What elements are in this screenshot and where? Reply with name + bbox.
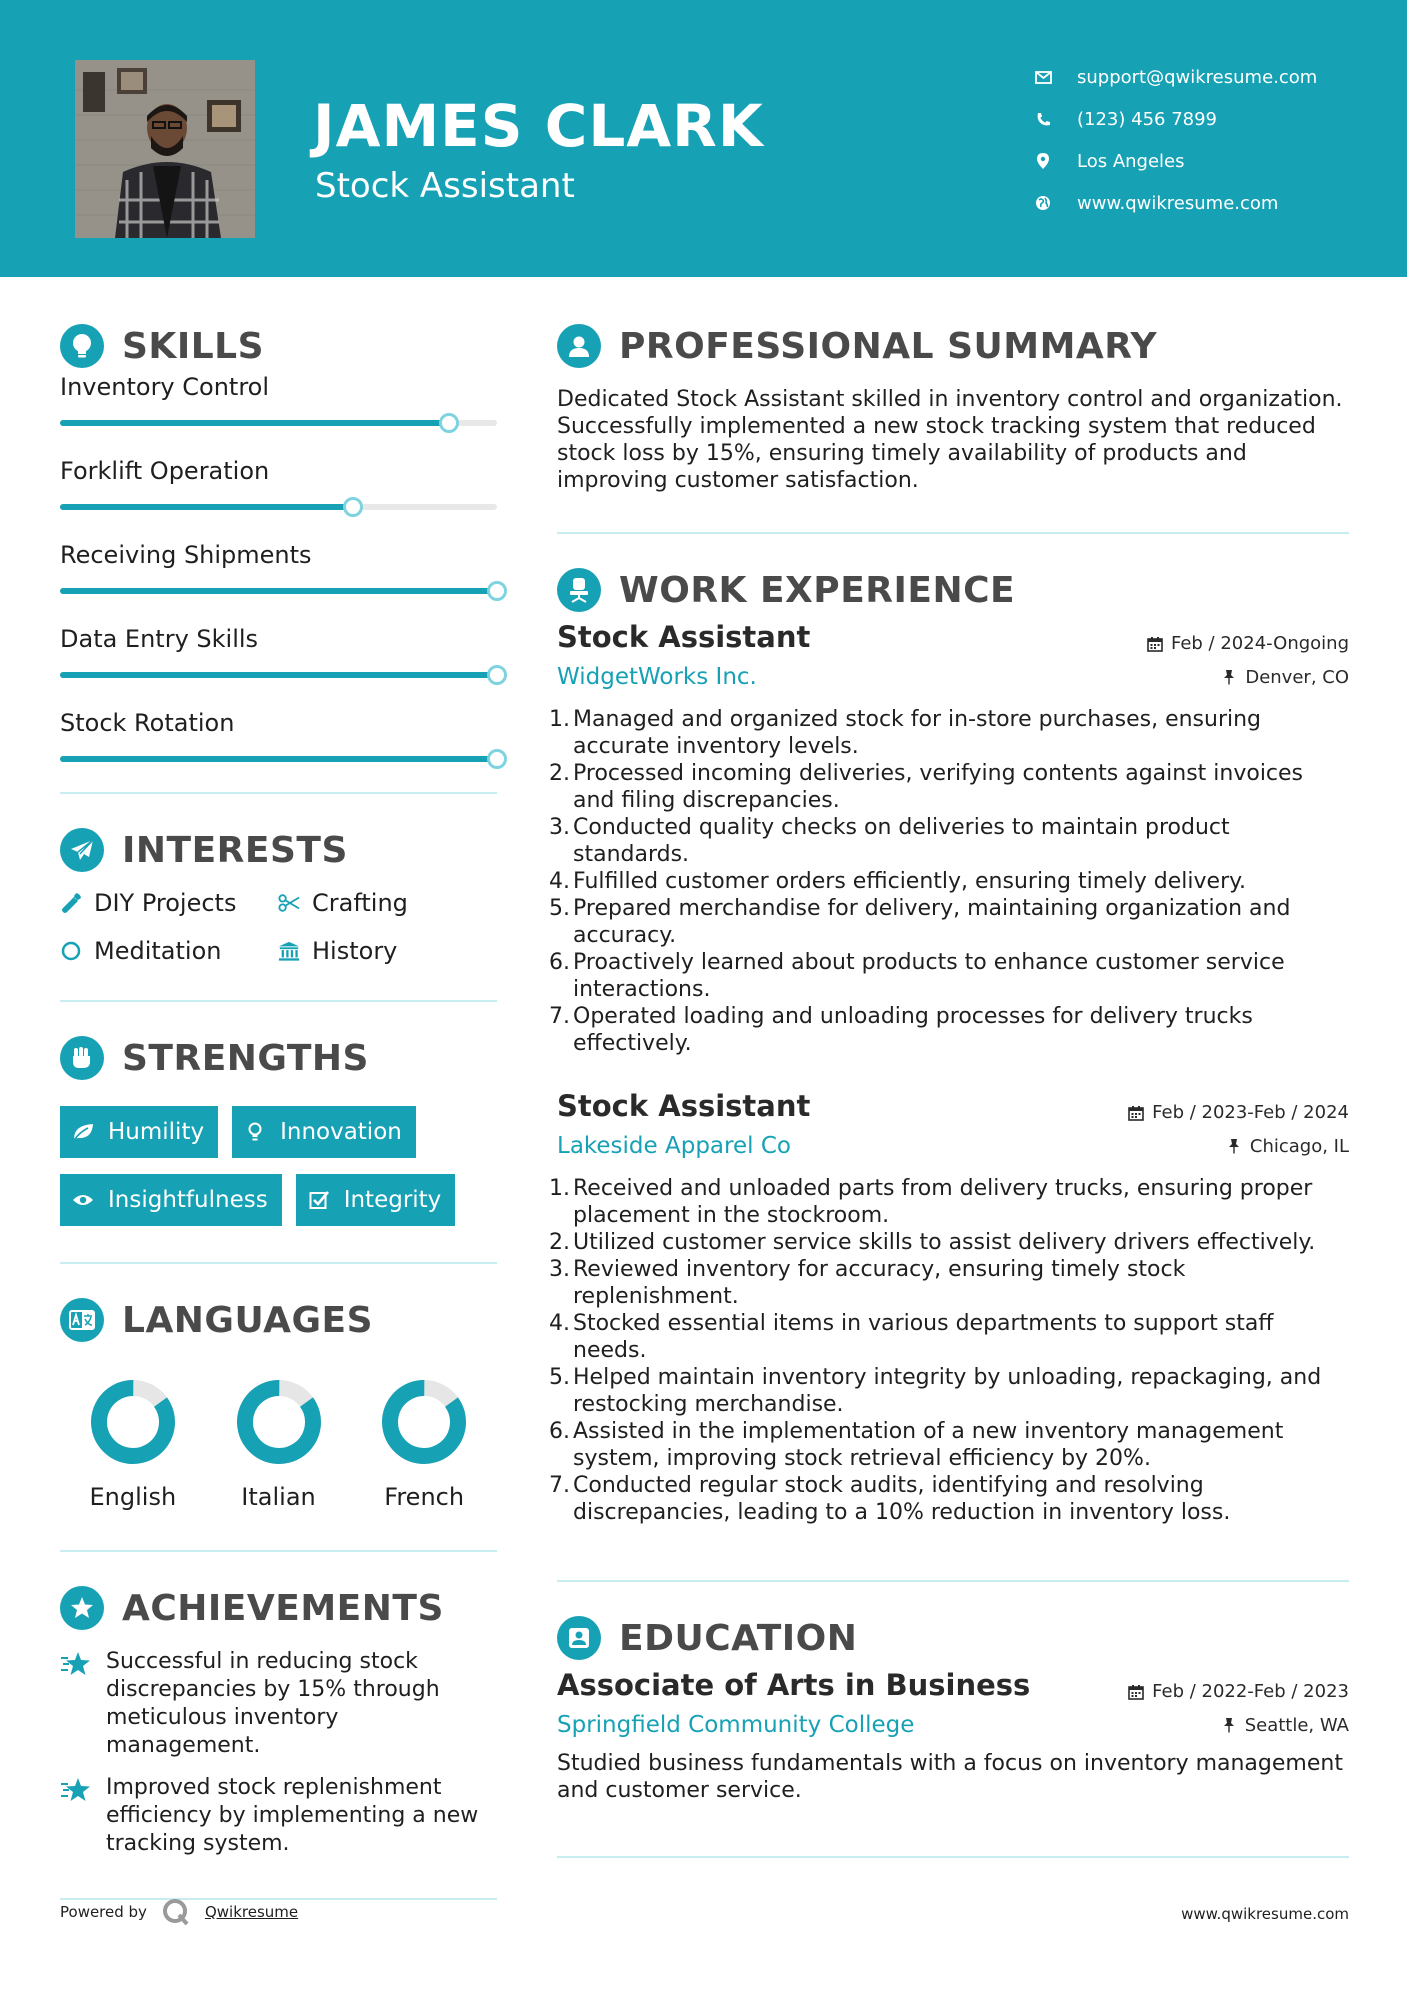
duty-item [549, 1364, 1349, 1418]
candidate-title: Stock Assistant [315, 166, 575, 206]
education-description: Studied business fundamentals with a focus on inventory management and customer service. [557, 1751, 1343, 1803]
contact-list [1033, 56, 1317, 224]
duty-item [549, 1256, 1349, 1310]
phone-icon [1033, 109, 1053, 129]
summary-section [557, 320, 1349, 494]
job-dates-text: Feb / 2024-Ongoing [1170, 633, 1349, 654]
duty-item [549, 949, 1349, 1003]
interest-label: Meditation [94, 937, 222, 965]
interest-label: History [312, 937, 398, 965]
leaf-icon [72, 1121, 94, 1143]
skill-bar [60, 756, 497, 762]
section-divider [60, 792, 497, 794]
contact-location-text: Los Angeles [1077, 150, 1185, 172]
skill-bar-fill [60, 756, 497, 762]
job-dates [1128, 1102, 1349, 1123]
duty-item [549, 1003, 1349, 1057]
language-donut [378, 1376, 470, 1468]
interests-heading [60, 824, 497, 876]
skill-bar-fill [60, 504, 353, 510]
duty-number: 1. [549, 707, 570, 732]
paper-plane-icon [60, 828, 104, 872]
job-location-text: Denver, CO [1245, 666, 1349, 688]
strength-badge [232, 1106, 416, 1158]
interest-item [60, 936, 278, 966]
skill-name: Stock Rotation [60, 709, 235, 737]
languages-title: LANGUAGES [122, 1299, 374, 1341]
interest-label: DIY Projects [94, 889, 237, 917]
skill-item [60, 456, 497, 510]
strength-badge [60, 1174, 282, 1226]
strength-label: Integrity [343, 1187, 442, 1213]
duty-text: Conducted regular stock audits, identifying and resolving discrepancies, leading to a 10% reduction in inventory loss. [573, 1473, 1231, 1525]
duty-text: Prepared merchandise for delivery, maintaining organization and accuracy. [573, 896, 1291, 948]
skill-bar [60, 588, 497, 594]
resume-header [0, 0, 1407, 277]
interests-title: INTERESTS [122, 829, 348, 871]
duty-item [549, 1175, 1349, 1229]
languages-heading [60, 1294, 497, 1346]
skill-item [60, 540, 497, 594]
duty-number: 3. [549, 1257, 570, 1282]
job-title: Stock Assistant [557, 1089, 811, 1123]
left-column [60, 320, 497, 1900]
duty-number: 6. [549, 1419, 570, 1444]
language-name: Italian [241, 1483, 316, 1511]
job-location [1221, 667, 1349, 688]
duty-number: 7. [549, 1473, 570, 1498]
skill-bar-knob [343, 497, 363, 517]
experience-heading [557, 564, 1349, 616]
duty-item [549, 1310, 1349, 1364]
skills-title: SKILLS [122, 325, 265, 367]
skill-bar-knob [487, 665, 507, 685]
calendar-icon [1147, 636, 1163, 652]
qwikresume-link[interactable]: Qwikresume [204, 1903, 299, 1921]
duty-text: Stocked essential items in various departments to support staff needs. [573, 1311, 1274, 1363]
achievement-text: Improved stock replenishment efficiency by implementing a new tracking system. [106, 1775, 479, 1856]
interest-item [60, 888, 278, 918]
education-header [557, 1668, 1349, 1702]
pushpin-icon [1221, 669, 1237, 685]
interest-item [278, 888, 497, 918]
job-duties [549, 706, 1349, 1057]
job-title: Stock Assistant [557, 620, 811, 654]
achievements-section [60, 1582, 497, 1858]
star-badge-icon [60, 1586, 104, 1630]
duty-text: Utilized customer service skills to assist delivery drivers effectively. [573, 1230, 1316, 1255]
duty-number: 4. [549, 1311, 570, 1336]
experience-title: WORK EXPERIENCE [619, 569, 1016, 611]
duty-text: Received and unloaded parts from delivery trucks, ensuring proper placement in the stockroom. [573, 1176, 1313, 1228]
duty-item [549, 1472, 1349, 1526]
languages-list [60, 1376, 497, 1512]
skill-name: Data Entry Skills [60, 625, 259, 653]
job-company: Lakeside Apparel Co [557, 1133, 791, 1159]
duty-number: 6. [549, 950, 570, 975]
skill-name: Inventory Control [60, 373, 270, 401]
language-donut [87, 1376, 179, 1468]
skill-item [60, 708, 497, 762]
contact-email[interactable] [1033, 56, 1317, 98]
circle-icon [60, 940, 82, 962]
achievements-heading [60, 1582, 497, 1634]
languages-section [60, 1294, 497, 1512]
calendar-icon [1128, 1105, 1144, 1121]
strength-badge [296, 1174, 456, 1226]
mail-icon [1033, 67, 1053, 87]
strengths-title: STRENGTHS [122, 1037, 369, 1079]
section-divider [60, 1550, 497, 1552]
skills-heading [60, 320, 497, 372]
strength-label: Humility [108, 1119, 205, 1145]
achievements-title: ACHIEVEMENTS [122, 1587, 444, 1629]
powered-by-text: Powered by [60, 1903, 147, 1921]
museum-icon [278, 940, 300, 962]
job-dates-text: Feb / 2023-Feb / 2024 [1152, 1102, 1349, 1123]
strengths-heading [60, 1032, 497, 1084]
globe-icon [1033, 193, 1053, 213]
contact-phone[interactable] [1033, 98, 1317, 140]
skill-bar-knob [439, 413, 459, 433]
duty-text: Proactively learned about products to enhance customer service interactions. [573, 950, 1285, 1002]
section-divider [557, 532, 1349, 534]
job-header [557, 620, 1349, 654]
qwikresume-logo-icon [161, 1897, 191, 1927]
eye-icon [72, 1189, 94, 1211]
duty-item [549, 895, 1349, 949]
duty-text: Helped maintain inventory integrity by unloading, repackaging, and restocking merchandise. [573, 1365, 1322, 1417]
experience-section [549, 564, 1349, 1526]
duty-text: Reviewed inventory for accuracy, ensuring timely stock replenishment. [573, 1257, 1186, 1309]
section-divider [60, 1262, 497, 1264]
skill-name: Receiving Shipments [60, 541, 312, 569]
duty-item [549, 1229, 1349, 1256]
strength-label: Insightfulness [108, 1187, 268, 1213]
section-divider [60, 1000, 497, 1002]
star-icon [60, 1650, 92, 1678]
duty-number: 1. [549, 1176, 570, 1201]
duty-text: Conducted quality checks on deliveries to maintain product standards. [573, 815, 1230, 867]
strength-label: Innovation [280, 1119, 402, 1145]
skill-bar [60, 504, 497, 510]
contact-website-text: www.qwikresume.com [1077, 192, 1279, 214]
school-name: Springfield Community College [557, 1712, 915, 1738]
skill-bar-fill [60, 588, 497, 594]
language-item [60, 1376, 206, 1512]
lightbulb-icon [60, 324, 104, 368]
duty-text: Operated loading and unloading processes for delivery trucks effectively. [573, 1004, 1253, 1056]
job-location [1226, 1136, 1349, 1157]
education-location-text: Seattle, WA [1244, 1714, 1349, 1736]
calendar-icon [1128, 1684, 1144, 1700]
education-location [1221, 1715, 1349, 1736]
duty-item [549, 814, 1349, 868]
office-chair-icon [557, 568, 601, 612]
achievement-text: Successful in reducing stock discrepancies by 15% through meticulous inventory management. [106, 1649, 440, 1758]
education-school-row [557, 1712, 1349, 1738]
raised-fist-icon [60, 1036, 104, 1080]
checkbox-icon [308, 1189, 330, 1211]
duty-number: 2. [549, 1230, 570, 1255]
skills-list [60, 372, 497, 762]
summary-heading [557, 320, 1349, 372]
skill-bar-knob [487, 749, 507, 769]
wrench-icon [60, 892, 82, 914]
skill-bar-fill [60, 420, 449, 426]
job-company-row [557, 1133, 1349, 1159]
duty-number: 4. [549, 869, 570, 894]
duty-number: 7. [549, 1004, 570, 1029]
language-donut [233, 1376, 325, 1468]
achievement-item [60, 1648, 497, 1760]
job-company-row [557, 664, 1349, 690]
duty-number: 3. [549, 815, 570, 840]
scissors-icon [278, 892, 300, 914]
summary-title: PROFESSIONAL SUMMARY [619, 325, 1158, 367]
duty-item [549, 706, 1349, 760]
job-entry [549, 1089, 1349, 1526]
contact-email-text: support@qwikresume.com [1077, 66, 1318, 88]
language-item [206, 1376, 352, 1512]
language-donut-fill [378, 1376, 470, 1468]
lightbulb-icon [244, 1121, 266, 1143]
footer-url[interactable]: www.qwikresume.com [1181, 1905, 1349, 1923]
job-location-text: Chicago, IL [1249, 1135, 1349, 1157]
education-heading [557, 1612, 1349, 1664]
education-section [557, 1612, 1349, 1804]
duty-number: 5. [549, 1365, 570, 1390]
candidate-name: JAMES CLARK [313, 92, 764, 160]
language-donut-fill [233, 1376, 325, 1468]
language-name: French [384, 1483, 465, 1511]
achievement-item [60, 1774, 497, 1858]
pushpin-icon [1221, 1717, 1237, 1733]
contact-phone-text: (123) 456 7899 [1077, 108, 1218, 130]
skill-item [60, 624, 497, 678]
graduate-icon [557, 1616, 601, 1660]
skill-name: Forklift Operation [60, 457, 270, 485]
job-entry [549, 620, 1349, 1057]
duty-text: Assisted in the implementation of a new inventory management system, improving stock retrieval efficiency by 20%. [573, 1419, 1284, 1471]
skills-section [60, 320, 497, 762]
duty-item [549, 760, 1349, 814]
translate-icon [60, 1298, 104, 1342]
location-pin-icon [1033, 151, 1053, 171]
job-header [557, 1089, 1349, 1123]
interests-section [60, 824, 497, 966]
job-company: WidgetWorks Inc. [557, 664, 757, 690]
section-divider [557, 1580, 1349, 1582]
summary-text: Dedicated Stock Assistant skilled in inventory control and organization. Successfully implemented a new stock tracking system that reduced stock loss by 15%, ensuring timely availability of products and improving customer satisfaction. [557, 387, 1343, 493]
strengths-list [60, 1106, 497, 1226]
skill-item [60, 372, 497, 426]
interests-list [60, 888, 497, 966]
interest-item [278, 936, 497, 966]
education-dates-text: Feb / 2022-Feb / 2023 [1152, 1681, 1349, 1702]
skill-bar-fill [60, 672, 497, 678]
profile-photo [75, 60, 255, 238]
duty-number: 5. [549, 896, 570, 921]
duty-item [549, 868, 1349, 895]
footer-powered-by [60, 1897, 298, 1927]
strength-badge [60, 1106, 218, 1158]
duty-item [549, 1418, 1349, 1472]
degree-title: Associate of Arts in Business [557, 1668, 1031, 1702]
section-divider [557, 1856, 1349, 1858]
language-name: English [89, 1483, 177, 1511]
education-title: EDUCATION [619, 1617, 858, 1659]
skill-bar [60, 672, 497, 678]
job-duties [549, 1175, 1349, 1526]
duty-text: Fulfilled customer orders efficiently, ensuring timely delivery. [573, 869, 1246, 894]
job-dates [1147, 633, 1349, 654]
language-donut-fill [87, 1376, 179, 1468]
user-icon [557, 324, 601, 368]
duty-text: Managed and organized stock for in-store purchases, ensuring accurate inventory levels. [573, 707, 1262, 759]
interest-label: Crafting [312, 889, 408, 917]
star-icon [60, 1776, 92, 1804]
strengths-section [60, 1032, 497, 1226]
skill-bar-knob [487, 581, 507, 601]
skill-bar [60, 420, 497, 426]
contact-location [1033, 140, 1317, 182]
education-dates [1128, 1681, 1349, 1702]
duty-number: 2. [549, 761, 570, 786]
language-item [351, 1376, 497, 1512]
education-entry [557, 1668, 1349, 1804]
duty-text: Processed incoming deliveries, verifying contents against invoices and filing discrepancies. [573, 761, 1304, 813]
contact-website[interactable] [1033, 182, 1317, 224]
pushpin-icon [1226, 1138, 1242, 1154]
right-column [549, 320, 1349, 1858]
